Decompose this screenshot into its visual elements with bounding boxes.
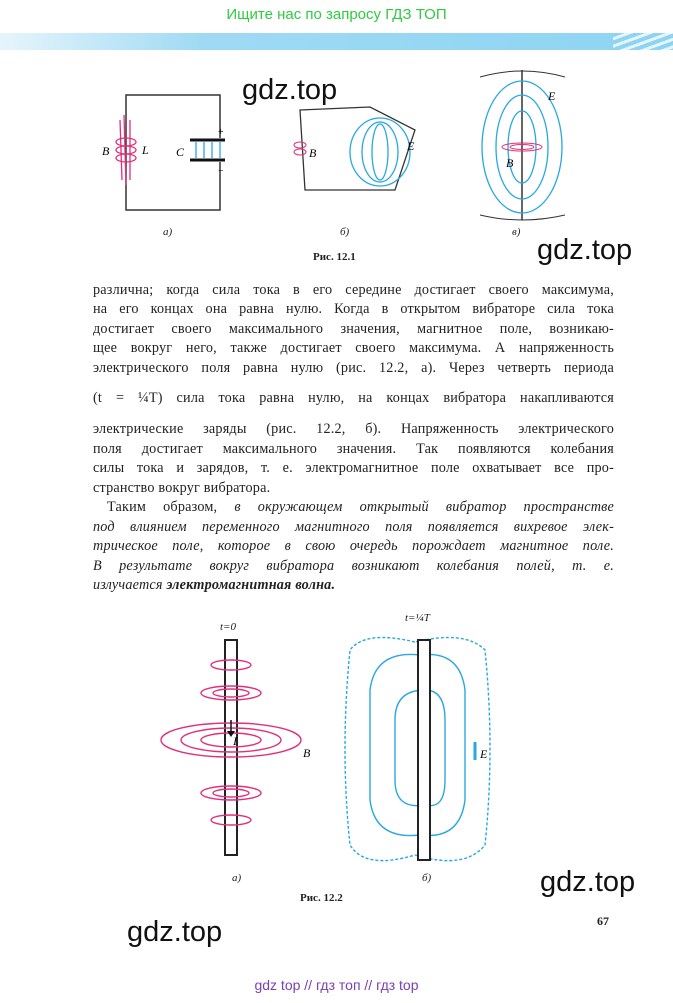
figure-12-1a bbox=[100, 90, 230, 215]
figure-12-1c bbox=[470, 65, 580, 225]
text-line: (t = ¼T) сила тока равна нулю, на концах вибратора накапливаются bbox=[93, 390, 614, 406]
figure-12-1-caption: Рис. 12.1 bbox=[313, 251, 356, 263]
c-label: C bbox=[176, 145, 185, 159]
text-line: трическое поле, которое в свою очередь порождает магнитное поле. bbox=[93, 538, 614, 554]
text-line: различна; когда сила тока в его середине достигает своего максимума, bbox=[93, 282, 614, 298]
watermark: gdz.top bbox=[537, 234, 633, 266]
t0-label: t=0 bbox=[220, 621, 236, 633]
figure-12-1a-label: а) bbox=[163, 226, 173, 238]
page-number: 67 bbox=[597, 914, 609, 928]
text-italic: в окружающем открытый вибратор пространстве bbox=[234, 499, 614, 515]
figure-12-1c-label: в) bbox=[512, 226, 521, 238]
svg-text:E: E bbox=[548, 89, 556, 103]
text-line: силы тока и зарядов, т. е. электромагнитное поле охватывает все про- bbox=[93, 460, 614, 476]
text-line: В результате вокруг вибратора возникают колебания полей, т. е. bbox=[93, 558, 614, 574]
plus-label: + bbox=[218, 127, 224, 138]
header-stripes bbox=[613, 33, 673, 50]
t-quarter-label: t=¼T bbox=[405, 612, 430, 624]
figure-12-2b bbox=[335, 630, 500, 870]
figure-12-2-caption: Рис. 12.2 bbox=[300, 892, 343, 904]
watermark: gdz.top bbox=[127, 916, 223, 948]
text-line: достигает своего максимального значения, магнитное поле, возникаю- bbox=[93, 321, 614, 337]
e-label: E bbox=[407, 139, 415, 153]
figure-12-2a bbox=[155, 635, 320, 860]
text-line: электрического поля равна нулю (рис. 12.2, а). Через четверть периода bbox=[93, 360, 614, 376]
watermark: gdz.top bbox=[540, 866, 636, 898]
figure-12-1b bbox=[285, 105, 435, 200]
text-line: электрические заряды (рис. 12.2, б). Напряженность электрического bbox=[93, 421, 614, 437]
minus-label: − bbox=[218, 166, 224, 177]
text-line bbox=[107, 498, 614, 516]
search-banner: Ищите нас по запросу ГДЗ ТОП bbox=[226, 6, 447, 23]
header-band bbox=[0, 33, 673, 50]
figure-12-2a-label: а) bbox=[232, 872, 242, 884]
text-lead: Таким образом, bbox=[107, 499, 218, 515]
text-line: поля достигает максимального значения. Так появляются колебания bbox=[93, 441, 614, 457]
b-label: B bbox=[102, 144, 110, 158]
key-term: электромагнитная волна. bbox=[166, 577, 336, 593]
current-label: I bbox=[233, 734, 237, 748]
text-line: щее вокруг него, также достигает своего максимума. А напряженность bbox=[93, 340, 614, 356]
text-line: странство вокруг вибратора. bbox=[93, 480, 271, 496]
figure-12-2b-label: б) bbox=[422, 872, 432, 884]
footer-links[interactable]: gdz top // гдз топ // гдз top bbox=[254, 977, 419, 993]
svg-text:B: B bbox=[309, 146, 317, 160]
l-label: L bbox=[142, 143, 149, 157]
e-label: E bbox=[480, 747, 488, 761]
text-line: под влиянием переменного магнитного поля появляется вихревое элек- bbox=[93, 519, 614, 535]
text-line bbox=[93, 576, 614, 594]
text-line: на его концах она равна нулю. Когда в открытом вибраторе сила тока bbox=[93, 301, 614, 317]
text-italic: излучается bbox=[93, 577, 163, 593]
figure-12-1b-label: б) bbox=[340, 226, 350, 238]
watermark: gdz.top bbox=[242, 74, 338, 106]
b-label: B bbox=[303, 746, 311, 760]
svg-text:B: B bbox=[506, 156, 514, 170]
